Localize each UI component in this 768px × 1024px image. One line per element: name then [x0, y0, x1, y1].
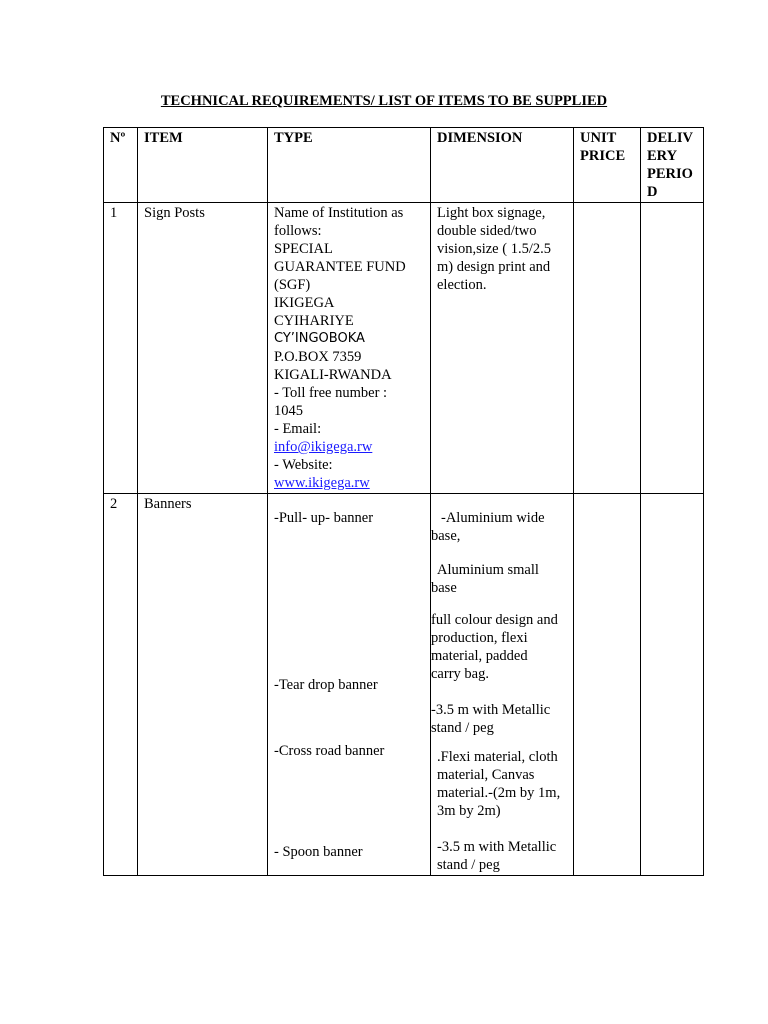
items-table [103, 127, 704, 876]
table-row [104, 494, 704, 876]
email-link[interactable]: info@ikigega.rw [274, 439, 373, 455]
row-delivery-period [641, 494, 704, 876]
type-tear-drop: -Tear drop banner [274, 677, 378, 693]
row-no: 1 [104, 203, 138, 494]
row-type [268, 494, 431, 876]
row-no: 2 [104, 494, 138, 876]
header-row [104, 128, 704, 203]
header-item: ITEM [138, 128, 268, 203]
document-title: TECHNICAL REQUIREMENTS/ LIST OF ITEMS TO BE SUPPLIED [160, 93, 608, 109]
type-cross-road: -Cross road banner [274, 743, 385, 759]
row-dimension: Light box signage, double sided/two vision,size ( 1.5/2.5 m) design print and election. [431, 203, 574, 494]
header-type: TYPE [268, 128, 431, 203]
header-delivery-period: DELIV ERY PERIO D [641, 128, 704, 203]
row-dimension: -Aluminium wide base, Aluminium small base full colour design and production, flexi material, padded carry bag. -3.5 m with Metallic stand / peg .Flexi material, cloth material, Canvas material.-(2m by 1m, 3m by 2m) -3.5 m with Metallic stand / peg [431, 494, 574, 876]
header-no: Nº [104, 128, 138, 203]
type-pull-up: -Pull- up- banner [274, 510, 374, 526]
row-type: Name of Institution as follows: SPECIAL GUARANTEE FUND (SGF) IKIGEGA CYIHARIYE CY’INGOBOKA P.O.BOX 7359 KIGALI-RWANDA - Toll free number : 1045 - Email: info@ikigega.rw - Website: www.ikigega.rw [268, 203, 431, 494]
row-unit-price [574, 203, 641, 494]
row-unit-price [574, 494, 641, 876]
row-item: Sign Posts [138, 203, 268, 494]
type-spoon: - Spoon banner [274, 844, 363, 860]
row-item: Banners [138, 494, 268, 876]
header-unit-price: UNIT PRICE [574, 128, 641, 203]
header-dimension: DIMENSION [431, 128, 574, 203]
table-row [104, 203, 704, 494]
website-link[interactable]: www.ikigega.rw [274, 475, 370, 491]
row-delivery-period [641, 203, 704, 494]
